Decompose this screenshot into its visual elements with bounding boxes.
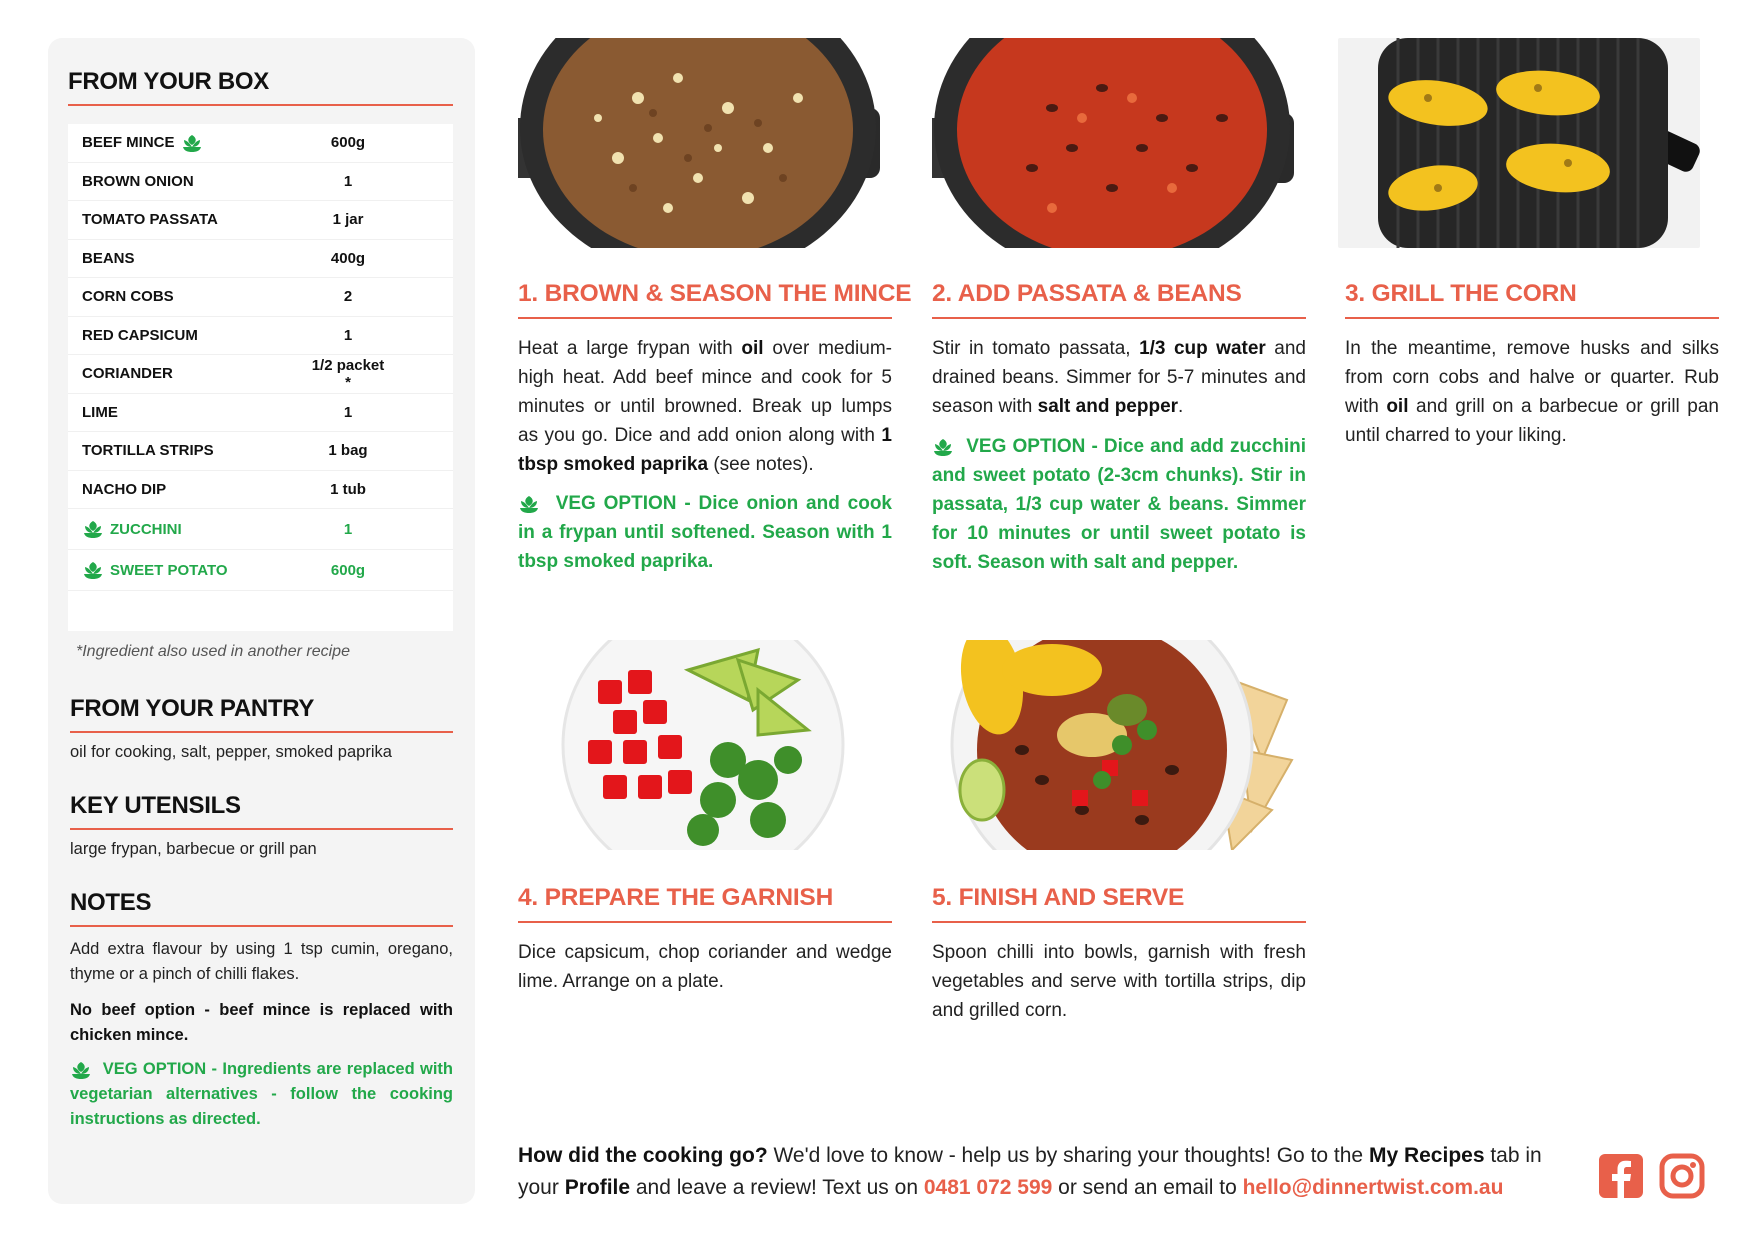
ingredient-row	[68, 394, 453, 433]
ingredient-qty: 1/2 packet *	[311, 356, 385, 391]
step-2-text: Stir in tomato passata, 1/3 cup water and drained beans. Simmer for 5-7 minutes and season with salt and pepper.	[932, 338, 1306, 417]
step-3-text: In the meantime, remove husks and silks from corn cobs and halve or quarter. Rub with oil and grill on a barbecue or grill pan until charred to your liking.	[1345, 338, 1719, 446]
ingredient-name	[68, 404, 308, 421]
ingredient-name	[68, 519, 308, 539]
ingredient-name	[68, 560, 308, 580]
ingredient-row	[68, 355, 453, 394]
leaf-icon	[82, 560, 104, 580]
garnish-plate-photo	[518, 640, 880, 850]
ingredient-row	[68, 432, 453, 471]
ingredient-qty: 1 bag	[328, 442, 368, 460]
ingredient-name	[68, 211, 308, 228]
utensils-text: large frypan, barbecue or grill pan	[70, 840, 317, 858]
divider	[70, 731, 453, 733]
ingredient-name	[68, 288, 308, 305]
ingredients-table	[68, 124, 453, 631]
step-1-veg-option: VEG OPTION - Dice onion and cook in a frypan until softened. Season with 1 tbsp smoked paprika.	[518, 493, 892, 572]
notes-text: Add extra flavour by using 1 tsp cumin, oregano, thyme or a pinch of chilli flakes.	[70, 940, 453, 983]
ingredient-qty: 2	[343, 288, 353, 306]
mince-in-pan-photo	[518, 38, 880, 248]
ingredient-name-text: CORN COBS	[82, 288, 174, 306]
ingredient-name	[68, 365, 308, 382]
ingredient-name-text: BEEF MINCE	[82, 134, 175, 152]
ingredient-name	[68, 173, 308, 190]
ingredient-name	[68, 481, 308, 498]
step-4-text: Dice capsicum, chop coriander and wedge lime. Arrange on a plate.	[518, 942, 892, 992]
pantry-text: oil for cooking, salt, pepper, smoked paprika	[70, 743, 392, 761]
veg-note-text: VEG OPTION - Ingredients are replaced with vegetarian alternatives - follow the cooking instructions as directed.	[70, 1060, 453, 1128]
ingredient-qty: 600g	[330, 134, 366, 152]
utensils-heading: KEY UTENSILS	[70, 792, 241, 819]
ingredient-row	[68, 163, 453, 202]
ingredient-row	[68, 317, 453, 356]
ingredient-qty: 1	[343, 326, 353, 344]
ingredient-name-text: BROWN ONION	[82, 172, 194, 190]
ingredient-name-text: TOMATO PASSATA	[82, 211, 218, 229]
ingredient-name-text: ZUCCHINI	[110, 520, 182, 538]
ingredient-name	[68, 327, 308, 344]
step-2-veg-option: VEG OPTION - Dice and add zucchini and sweet potato (2-3cm chunks). Stir in passata, 1/3 cup water & beans. Simmer for 10 minutes or until sweet potato is soft. Season with salt and pepper.	[932, 436, 1306, 573]
divider	[1345, 317, 1719, 319]
facebook-icon[interactable]	[1597, 1152, 1645, 1200]
notes-heading: NOTES	[70, 889, 152, 916]
ingredient-qty: 400g	[330, 249, 366, 267]
divider	[70, 828, 453, 830]
ingredient-name-text: CORIANDER	[82, 365, 173, 383]
step-4-title: 4. PREPARE THE GARNISH	[518, 884, 834, 911]
chilli-in-pan-photo	[932, 38, 1294, 248]
divider	[70, 925, 453, 927]
step-5-title: 5. FINISH AND SERVE	[932, 884, 1185, 911]
ingredient-qty: 1	[343, 403, 353, 421]
ingredient-qty: 1 jar	[332, 211, 364, 229]
ingredient-row	[68, 278, 453, 317]
ingredient-name	[68, 250, 308, 267]
review-prompt: How did the cooking go? We'd love to know - help us by sharing your thoughts! Go to the My Recipes tab in your Profile and leave a review! Text us on 0481 072 599 or send an email to hello@dinnertwist.com.au	[518, 1144, 1542, 1199]
ingredient-row	[68, 201, 453, 240]
no-beef-note: No beef option - beef mince is replaced with chicken mince.	[70, 1001, 453, 1044]
ingredient-row	[68, 550, 453, 591]
leaf-icon	[518, 494, 540, 514]
leaf-icon	[932, 437, 954, 457]
instagram-icon[interactable]	[1658, 1152, 1706, 1200]
step-5-text: Spoon chilli into bowls, garnish with fresh vegetables and serve with tortilla strips, dip and grilled corn.	[932, 942, 1306, 1021]
ingredient-name	[68, 442, 308, 459]
step-1-title: 1. BROWN & SEASON THE MINCE	[518, 280, 912, 307]
pantry-heading: FROM YOUR PANTRY	[70, 695, 315, 722]
divider	[518, 317, 892, 319]
leaf-icon	[82, 519, 104, 539]
corn-grill-photo	[1338, 38, 1700, 248]
ingredient-name-text: NACHO DIP	[82, 480, 167, 498]
divider	[518, 921, 892, 923]
ingredient-name-text: LIME	[82, 403, 118, 421]
sidebar-panel	[48, 38, 475, 1204]
step-2-title: 2. ADD PASSATA & BEANS	[932, 280, 1242, 307]
ingredient-qty: 1 tub	[330, 480, 366, 498]
ingredient-name	[68, 133, 308, 153]
ingredient-qty: 1	[343, 520, 353, 538]
ingredient-name-text: BEANS	[82, 249, 135, 267]
ingredient-name-text: RED CAPSICUM	[82, 326, 198, 344]
divider	[932, 921, 1306, 923]
ingredient-row	[68, 509, 453, 550]
ingredient-row	[68, 124, 453, 163]
step-3-title: 3. GRILL THE CORN	[1345, 280, 1577, 307]
leaf-icon	[181, 133, 203, 153]
email-link[interactable]: hello@dinnertwist.com.au	[1242, 1176, 1504, 1199]
ingredient-row	[68, 471, 453, 510]
ingredient-qty: 1	[343, 172, 353, 190]
ingredient-name-text: SWEET POTATO	[110, 561, 228, 579]
step-1-text: Heat a large frypan with oil over medium-high heat. Add beef mince and cook for 5 minutes or until browned. Break up lumps as you go. Dice and add onion along with 1 tbsp smoked paprika (see notes).	[518, 338, 892, 475]
box-heading: FROM YOUR BOX	[68, 68, 270, 95]
divider	[932, 317, 1306, 319]
ingredient-footnote: *Ingredient also used in another recipe	[76, 643, 350, 660]
served-bowl-photo	[932, 640, 1294, 850]
ingredient-row	[68, 240, 453, 279]
ingredient-name-text: TORTILLA STRIPS	[82, 442, 214, 460]
ingredient-qty: 600g	[330, 561, 366, 579]
phone-link[interactable]: 0481 072 599	[923, 1176, 1053, 1199]
divider	[68, 104, 453, 106]
leaf-icon	[70, 1060, 92, 1080]
veg-note	[70, 1057, 453, 1132]
